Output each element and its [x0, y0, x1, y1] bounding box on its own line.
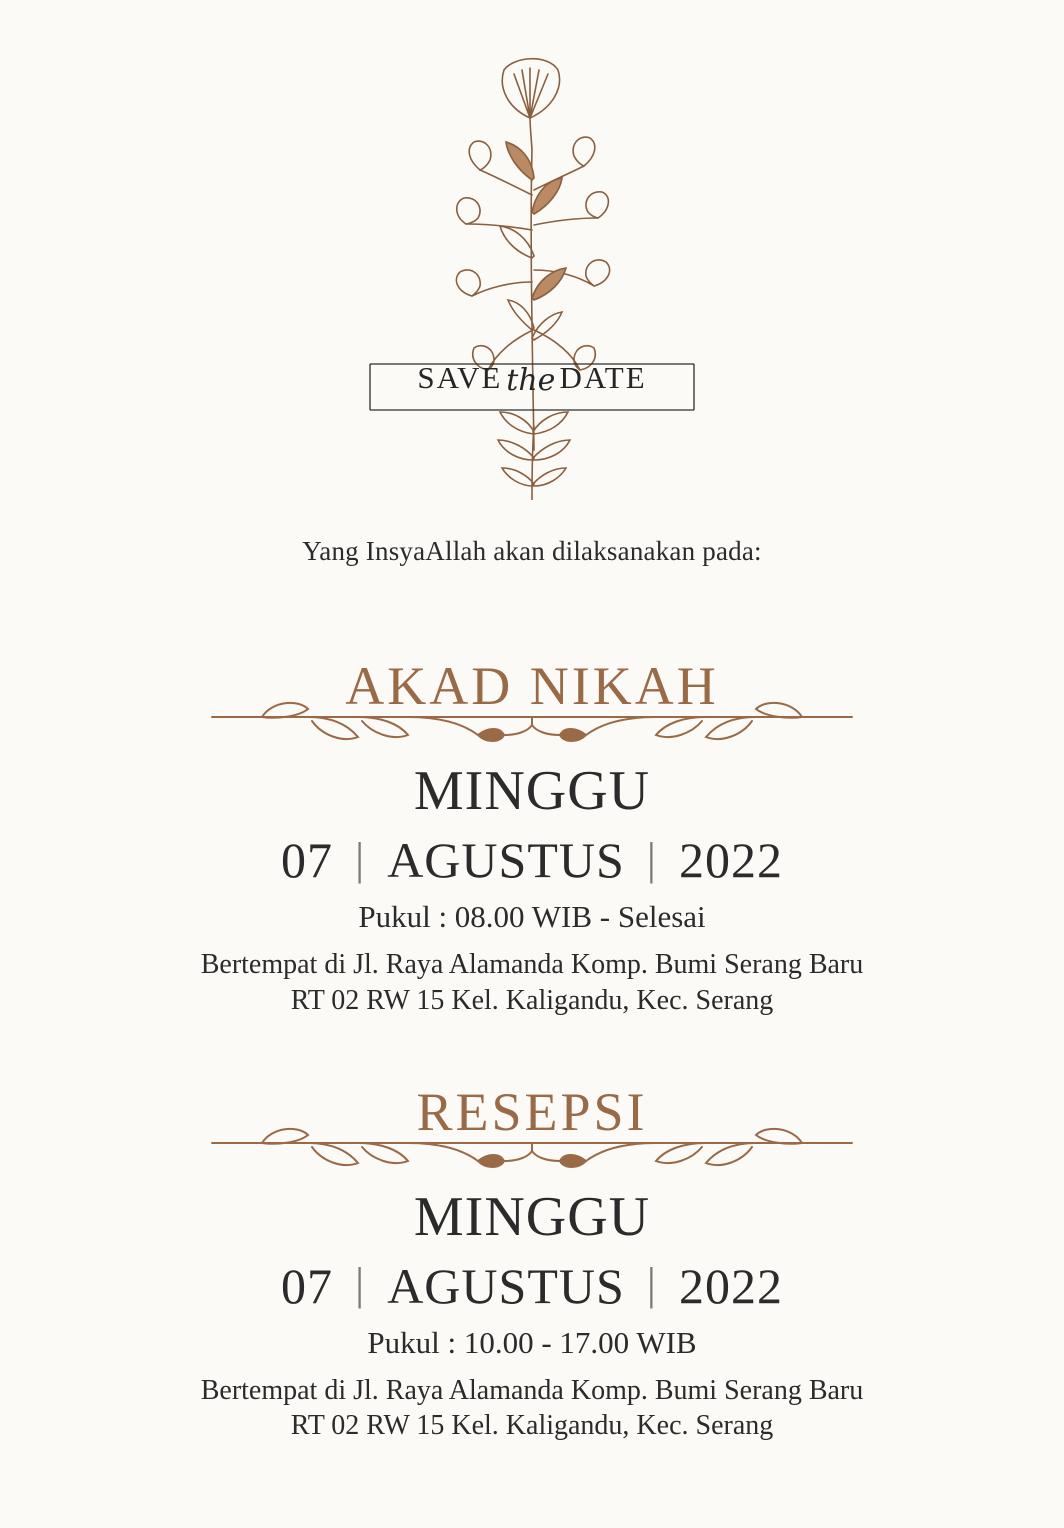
- event-title: AKAD NIKAH: [345, 656, 719, 716]
- event-heading-wrap: [202, 1081, 862, 1167]
- event-venue: [0, 947, 1064, 1019]
- event-date-day: 07: [280, 1257, 333, 1314]
- event-title: RESEPSI: [416, 1081, 648, 1142]
- event-date-year: 2022: [679, 1257, 784, 1314]
- event-venue-line2: RT 02 RW 15 Kel. Kaligandu, Kec. Serang: [290, 984, 774, 1016]
- event-venue: [0, 1373, 1064, 1445]
- event-venue-line2: RT 02 RW 15 Kel. Kaligandu, Kec. Serang: [290, 1410, 774, 1442]
- event-time: Pukul : 10.00 - 17.00 WIB: [367, 1324, 697, 1360]
- event-date-row: [0, 831, 1064, 889]
- event-day: MINGGU: [413, 760, 651, 822]
- date-separator: |: [354, 832, 366, 884]
- event-akad-nikah: [0, 655, 1064, 1019]
- event-date-day: 07: [280, 832, 333, 888]
- event-date-row: [0, 1257, 1064, 1315]
- event-date-month: AGUSTUS: [387, 832, 625, 888]
- event-day: MINGGU: [413, 1185, 651, 1248]
- date-word: DATE: [559, 360, 647, 395]
- date-separator: |: [354, 1258, 366, 1310]
- event-date-month: AGUSTUS: [387, 1257, 625, 1314]
- floral-emblem: [362, 30, 702, 500]
- date-separator: |: [646, 1258, 658, 1310]
- save-the-date-banner: [362, 360, 702, 396]
- date-separator: |: [646, 832, 658, 884]
- event-heading-wrap: [202, 655, 862, 741]
- save-word: SAVE: [417, 360, 503, 395]
- event-resepsi: [0, 1081, 1064, 1445]
- event-date-year: 2022: [679, 832, 784, 888]
- event-venue-line1: Bertempat di Jl. Raya Alamanda Komp. Bumi Serang Baru: [200, 1374, 864, 1406]
- event-venue-line1: Bertempat di Jl. Raya Alamanda Komp. Bumi Serang Baru: [200, 949, 864, 980]
- event-time: Pukul : 08.00 WIB - Selesai: [358, 899, 706, 934]
- intro-text: Yang InsyaAllah akan dilaksanakan pada:: [302, 536, 762, 566]
- the-word: the: [506, 363, 556, 398]
